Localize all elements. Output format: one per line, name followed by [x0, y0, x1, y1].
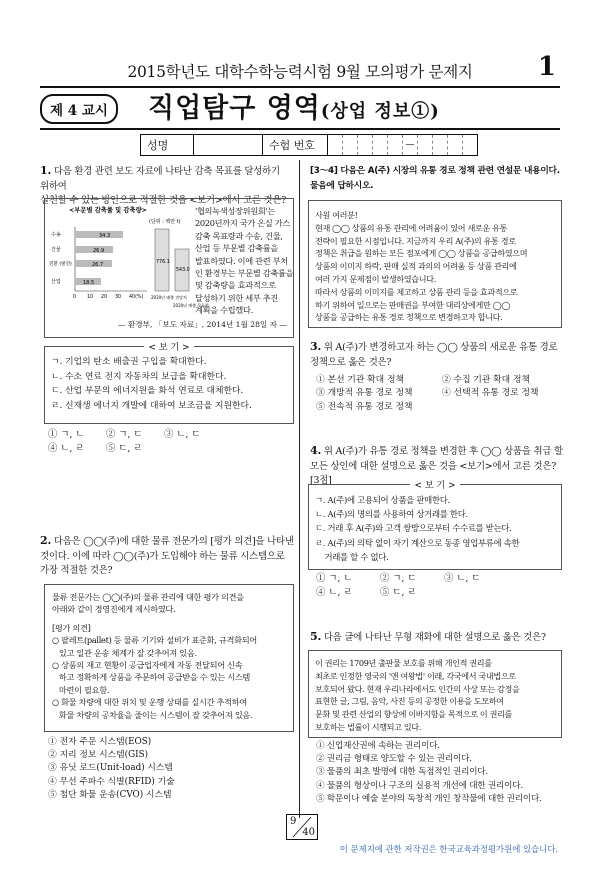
page-number: 1: [537, 52, 556, 82]
question-1-stem-line: 실천할 수 있는 방안으로 적절한 것을 <보기>에서 고른 것은?: [40, 195, 287, 206]
question-2-choices: [48, 736, 175, 802]
bogi-item: ㄷ. 산업 부문의 에너지원을 화석 연료로 대체한다.: [51, 386, 244, 397]
box-line: [평가 의견]: [52, 622, 91, 633]
subject-title: [148, 86, 440, 125]
exam-number-digit[interactable]: [388, 135, 403, 155]
bogi-item: ㄹ. A(주)의 의탁 없이 자기 계산으로 동종 영업부류에 속한: [315, 537, 520, 548]
column-value: 776.1: [156, 260, 170, 265]
x-tick: 0: [73, 295, 77, 300]
intro-line: [3～4] 다음은 A(주) 시장의 유통 경로 정책 관련 연설문 내용이다.: [310, 166, 560, 176]
bogi-item: ㄷ. 거래 후 A(주)와 고객 쌍방으로부터 수수료를 받는다.: [315, 523, 512, 534]
question-1-source: — 환경부, 「보도 자료」, 2014년 1월 28일 자 —: [117, 320, 287, 329]
box-line: 아래와 같이 경영진에게 제시하였다.: [52, 604, 176, 615]
x-tick: 10: [87, 295, 94, 300]
box-line: 상품의 이미지 하락, 판매 실적 과의의 어려움 등 상품 관리에: [315, 261, 517, 272]
choice[interactable]: ④ ㄴ, ㄹ: [48, 443, 85, 454]
choice[interactable]: ① ㄱ, ㄴ: [48, 429, 85, 440]
box-line: 여러 가지 문제점이 발생하였습니다.: [315, 273, 436, 284]
question-4-bogi: [308, 481, 562, 570]
exam-number-label: 수험 번호: [263, 135, 328, 155]
choice[interactable]: ⑤ 전속적 유통 경로 정책: [316, 401, 413, 412]
chart-title: <부문별 감축률 및 감축량>: [69, 207, 147, 214]
bar-value: 18.5: [83, 280, 95, 286]
choice[interactable]: ⑤ 첨단 화물 운송(CVO) 시스템: [48, 789, 172, 800]
text-line: 및 감축량을 효과적으로: [195, 280, 276, 291]
exam-number-digit[interactable]: [418, 135, 433, 155]
choice[interactable]: ③ 물품의 최초 발명에 대한 독점적인 권리이다.: [316, 767, 488, 778]
choice[interactable]: ① 전자 주문 시스템(EOS): [48, 737, 152, 747]
box-line: 마련이 필요함.: [52, 684, 110, 695]
box-line: 현재 ◯◯ 상품의 유통 관리에 어려움이 있어 새로운 유통: [315, 222, 508, 233]
box-line: 표현한 글, 그림, 음악, 사진 등의 공정한 이용을 도모하여: [315, 696, 504, 707]
choice[interactable]: ③ ㄴ, ㄷ: [444, 573, 481, 584]
x-tick: 40(%): [129, 295, 144, 300]
bar-value: 26.7: [92, 262, 104, 268]
choice[interactable]: ① ㄱ, ㄴ: [316, 573, 353, 584]
subject-name: 직업탐구 영역: [148, 93, 321, 124]
bogi-item: ㄴ. A(주)의 명의를 사용하여 상거래를 한다.: [315, 509, 468, 520]
exam-number-digit[interactable]: [463, 135, 477, 155]
question-1-choices: [48, 428, 288, 456]
question-2-box: [44, 584, 294, 732]
exam-number-digit[interactable]: [328, 135, 343, 155]
subject-sub: (상업 정보①): [320, 101, 440, 122]
text-line: 발표하였다. 이에 관련 부처: [195, 255, 288, 266]
question-5-stem: [310, 630, 565, 646]
header-rule-bottom: [40, 128, 560, 130]
text-line: 감축 목표량과 수송, 건물,: [195, 230, 283, 241]
bogi-item: ㄱ. 기업의 탄소 배출권 구입을 확대한다.: [51, 357, 207, 367]
exam-number-digit[interactable]: [373, 135, 388, 155]
box-line: 하기 위하여 일으로는 판매권을 부여한 대리상에게만 ◯◯: [315, 299, 511, 310]
choice[interactable]: ③ 개방적 유통 경로 정책: [316, 388, 413, 399]
question-3-number: 3.: [310, 340, 322, 353]
question-1-text: [195, 205, 293, 317]
box-line: ○ 화물 차량에 대한 위치 및 운행 상태를 실시간 추적하여: [52, 697, 247, 708]
choice[interactable]: ⑤ ㄷ, ㄹ: [106, 443, 143, 454]
box-line: 있고 일관 운송 체계가 잘 갖추어져 있음.: [52, 647, 197, 658]
box-line: 전략이 필요한 시점입니다. 지금까지 우리 A(주)의 유통 경로: [315, 235, 516, 246]
box-line: 이 권리는 1709년 출판물 보호를 위해 개인적 권리를: [315, 658, 492, 668]
choice[interactable]: ① 신업재산권에 속하는 권리이다.: [316, 741, 440, 751]
choice[interactable]: ② ㄱ, ㄷ: [380, 573, 417, 584]
text-line: 인 환경부는 부문별 감축률을: [195, 268, 294, 279]
choice[interactable]: ③ ㄴ, ㄷ: [164, 429, 201, 440]
exam-number-digit[interactable]: [343, 135, 358, 155]
stem-line: 다음은 ◯◯(주)에 대한 물류 전문가의 [평가 의견]을 나타낸: [53, 536, 294, 547]
box-line: 보호되어 왔다. 현재 우리나라에서도 인간의 사상 또는 감정을: [315, 683, 520, 694]
stem-line: 가장 적절한 것은?: [40, 565, 113, 576]
box-line: ○ 팔레트(pallet) 등 물류 기기와 설비가 표준화, 규격화되어: [52, 635, 257, 646]
x-tick: 20: [101, 295, 108, 300]
choice[interactable]: ④ ㄴ, ㄹ: [316, 587, 353, 598]
intro-line: 물음에 답하시오.: [310, 180, 374, 191]
bar-value: 34.3: [99, 233, 111, 239]
box-line: 따라서 상품의 이미지를 제고하고 상품 관리 등을 효과적으로: [315, 286, 518, 297]
exam-number-digit[interactable]: [358, 135, 373, 155]
question-2-stem: [40, 534, 295, 579]
choice[interactable]: ② 수집 기관 확대 정책: [442, 375, 530, 385]
stem-line: 다음 글에 나타난 무형 재화에 대한 설명으로 옳은 것은?: [323, 632, 546, 643]
box-line: 하고 정확하게 상품을 주문하여 공급받을 수 있는 시스템: [52, 672, 251, 683]
stem-line: 위 A(주)가 유통 경로 정책을 변경한 후 ◯◯ 상품을 취급 할: [323, 446, 563, 457]
choice[interactable]: ④ 선택적 유통 경로 정책: [442, 388, 539, 399]
box-line: 최초로 인정한 영국의 '앤 여왕법' 이래, 각국에서 국내법으로: [315, 670, 516, 681]
choice[interactable]: ② 권리금 형태로 양도할 수 있는 권리이다.: [316, 754, 472, 765]
box-line: 화물 차량의 공차율을 줄이는 시스템이 잘 갖추어져 있음.: [52, 709, 253, 720]
bogi-item: 거래를 할 수 없다.: [315, 551, 389, 562]
choice[interactable]: ② ㄱ, ㄷ: [106, 429, 143, 440]
question-5-number: 5.: [310, 630, 322, 643]
question-4-number: 4.: [310, 444, 322, 457]
choice[interactable]: ③ 유닛 로드(Unit-load) 시스템: [48, 763, 173, 774]
question-2-number: 2.: [40, 534, 52, 547]
choice[interactable]: ④ 무선 주파수 식별(RFID) 기술: [48, 776, 175, 787]
choice[interactable]: ① 본선 기관 확대 정책: [316, 375, 404, 385]
text-line: '협의녹색성장위원회'는: [195, 206, 275, 216]
box-line: 정책은 취급을 원하는 모든 점포에게 ◯◯ 상품을 공급하였으며: [315, 248, 528, 259]
box-line: 물류 전문가는 ◯◯(주)의 물류 관리에 대한 평가 의견을: [52, 592, 244, 602]
stem-line: 위 A(주)가 변경하고자 하는 ◯◯ 상품의 새로운 유통 경로: [323, 342, 558, 353]
bogi-item: ㄱ. A(주)에 고용되어 상품을 판매한다.: [315, 495, 450, 505]
footer-page: 9: [290, 816, 297, 827]
column-divider: [299, 160, 300, 818]
bogi-item: ㄹ. 신재생 에너지 개발에 대하여 보조금을 지원한다.: [51, 400, 252, 411]
text-line: 계획을 수립했다.: [195, 305, 253, 316]
footer-total: 40: [302, 827, 315, 838]
column-label: 2020년 배출 전망치: [151, 295, 187, 300]
question-3-4-speech-box: [308, 200, 562, 328]
stem-line: 모든 상인에 대한 설명으로 옳은 것을 <보기>에서 고른 것은? [3점]: [310, 460, 557, 486]
column-value: 543.0: [176, 268, 190, 273]
bogi-item: ㄴ. 수소 연료 전지 자동차의 보급을 확대한다.: [51, 371, 227, 382]
copyright-notice: 이 문제지에 관한 저작권은 한국교육과정평가원에 있습니다.: [339, 844, 558, 854]
question-1-bogi: [44, 343, 294, 424]
text-line: 2020년까지 국가 온실 가스: [195, 218, 291, 229]
text-line: 산업 등 부문별 감축률을: [195, 243, 278, 254]
bar-label: 건물: [51, 247, 61, 253]
choice[interactable]: ⑤ ㄷ, ㄹ: [380, 587, 417, 598]
box-line: ○ 상품의 재고 현황이 공급업자에게 자동 전달되어 신속: [52, 660, 243, 671]
question-3-choices: [316, 374, 538, 414]
question-4-choices: [316, 572, 556, 600]
x-tick: 30: [115, 295, 122, 300]
question-3-4-intro: [310, 164, 560, 193]
choice[interactable]: ④ 물품의 형상이나 구조의 실용적 개선에 대한 권리이다.: [316, 780, 523, 791]
bogi-title: < 보 기 >: [410, 481, 459, 491]
name-label: 성명: [141, 135, 194, 155]
id-row: [140, 134, 478, 156]
choice[interactable]: ② 지리 정보 시스템(GIS): [48, 750, 149, 761]
stem-line: 정책으로 옳은 것은?: [310, 356, 392, 368]
bogi-title: < 보 기 >: [144, 343, 193, 353]
emission-chart: [47, 201, 209, 319]
question-1-number: 1.: [40, 164, 52, 177]
text-line: 달성하기 위한 세부 추진: [195, 292, 278, 303]
name-field[interactable]: [194, 135, 263, 155]
question-5-box: [308, 650, 562, 738]
bar-value: 26.9: [93, 248, 105, 254]
bar-label: 전환 (발전): [49, 262, 72, 267]
page-title: 2015학년도 대학수학능력시험 9월 모의평가 문제지: [127, 63, 473, 81]
exam-number-digit[interactable]: [433, 135, 448, 155]
box-line: 문화 및 관련 산업의 향상에 이바지함을 목적으로 이 권리를: [315, 709, 513, 720]
chart-unit: (단위 : 백만 t): [149, 219, 181, 225]
bar-label: 산업: [51, 279, 61, 285]
exam-number-digit[interactable]: [448, 135, 463, 155]
question-5-choices: [316, 740, 542, 806]
question-1-figure-box: [44, 198, 294, 338]
choice[interactable]: ⑤ 학문이나 예술 분야의 독창적 개인 창작물에 대한 권리이다.: [316, 793, 542, 804]
footer-page-indicator: [286, 814, 318, 840]
box-line: 상품을 공급하는 유통 경로 정책으로 변경하고자 합니다.: [315, 312, 503, 323]
question-1-stem-line: 다음 환경 관련 보도 자료에 나타난 감축 목표를 달성하기 위하여: [40, 166, 280, 192]
box-line: 사원 여러분!: [315, 210, 358, 220]
exam-number-dash: —: [403, 135, 418, 155]
bar-label: 수송: [51, 232, 61, 238]
box-line: 보호하는 법률이 시행되고 있다.: [315, 721, 421, 732]
column-label: 2020년 배출 목표량: [173, 303, 209, 308]
session-badge: 제 4 교시: [40, 94, 118, 124]
question-3-stem: [310, 340, 560, 370]
stem-line: 것이다. 이에 따라 ◯◯(주)가 도입해야 하는 물류 시스템으로: [40, 550, 285, 562]
